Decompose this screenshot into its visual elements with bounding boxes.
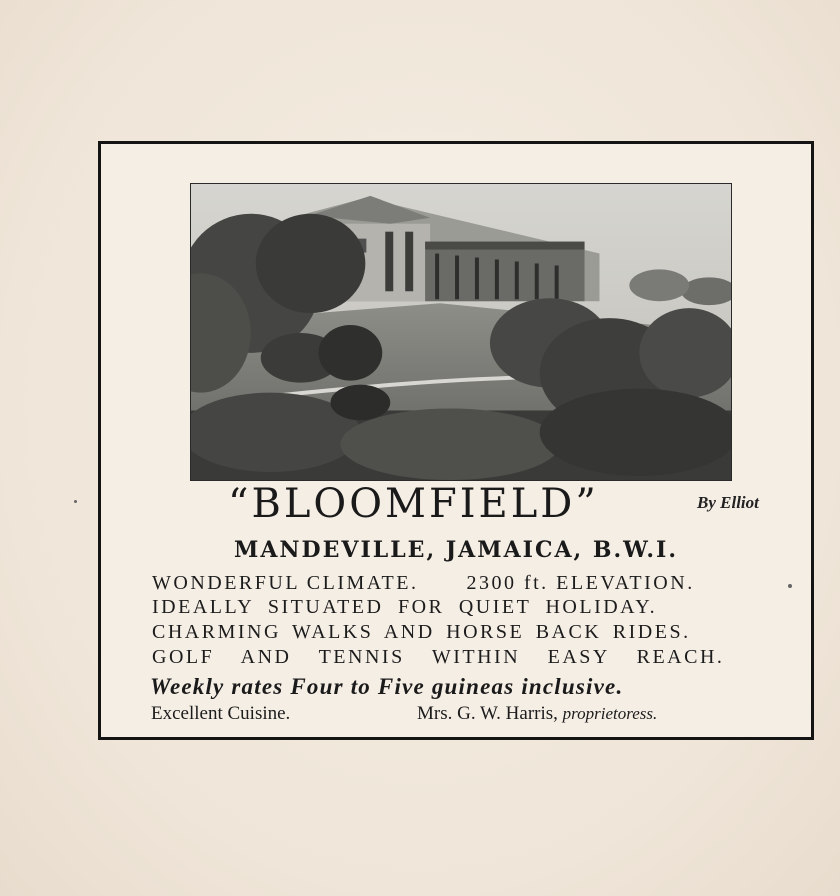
photo-credit: By Elliot (697, 493, 759, 512)
location-line: MANDEVILLE, JAMAICA, B.W.I. (234, 537, 678, 563)
proprietor-line (417, 703, 657, 725)
hotel-name-headline: “BLOOMFIELD” (228, 481, 599, 527)
elevation-text: 2300 ft. ELEVATION. (466, 572, 695, 594)
weekly-rates-line: Weekly rates Four to Five guineas inclusive. (150, 674, 624, 699)
headline-row (98, 481, 814, 535)
paper-speck (74, 500, 77, 503)
climate-text: WONDERFUL CLIMATE. (152, 572, 419, 594)
cuisine-text: Excellent Cuisine. (151, 703, 291, 724)
golf-tennis-line: GOLF AND TENNIS WITHIN EASY REACH. (152, 646, 725, 668)
climate-elevation-line (152, 572, 772, 595)
paper-speck (788, 584, 792, 588)
situated-line: IDEALLY SITUATED FOR QUIET HOLIDAY. (152, 596, 658, 618)
proprietor-title: proprietoress. (562, 704, 658, 723)
walks-line: CHARMING WALKS AND HORSE BACK RIDES. (152, 621, 691, 643)
hotel-photograph (190, 183, 732, 481)
proprietor-name: Mrs. G. W. Harris, (417, 703, 558, 724)
hotel-photo-image (191, 184, 731, 480)
